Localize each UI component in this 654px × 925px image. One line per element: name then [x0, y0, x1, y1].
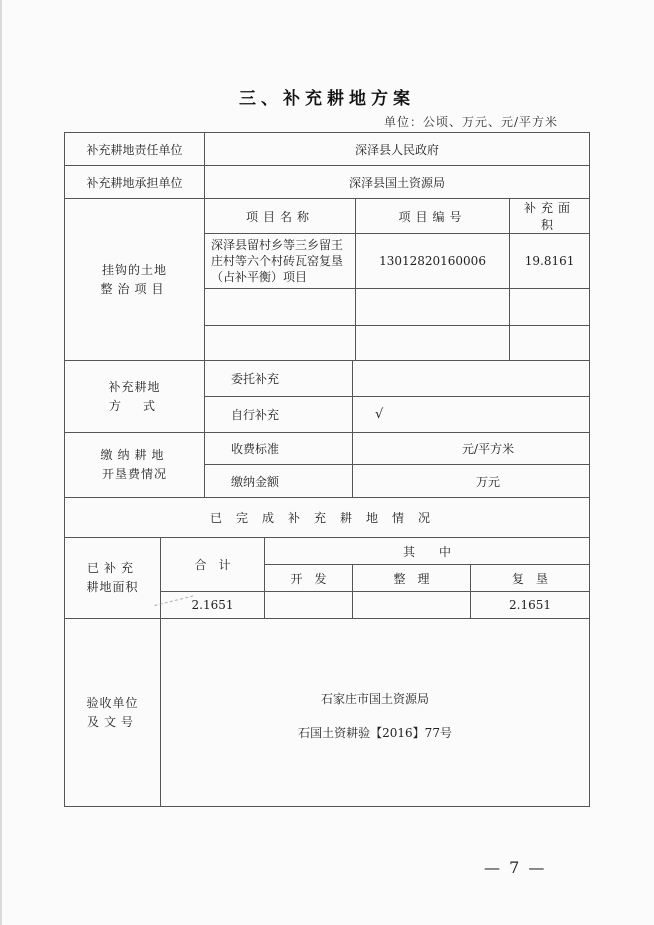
acceptance-unit: 石家庄市国土资源局 [321, 691, 430, 706]
acceptance-info [161, 619, 590, 807]
responsible-unit-label: 补充耕地责任单位 [65, 133, 205, 166]
header-project-name: 项目名称 [205, 199, 356, 234]
project-code: 13012820160006 [356, 234, 510, 289]
entrusted-supplement-value [353, 361, 590, 397]
responsible-unit-value: 深泽县人民政府 [205, 133, 590, 166]
project-code [356, 326, 510, 361]
header-supplement-area: 补充面积 [510, 199, 590, 234]
reclamation-header: 复 垦 [471, 565, 590, 592]
responsible-unit-row [65, 133, 590, 166]
reclamation-value: 2.1651 [471, 592, 590, 619]
acceptance-doc-number: 石国土资耕验【2016】77号 [298, 725, 452, 740]
fee-standard-label: 收费标准 [205, 433, 353, 465]
entrusted-supplement-label: 委托补充 [205, 361, 353, 397]
document-title: 三、补充耕地方案 [239, 89, 415, 109]
unit-note: 单位：公顷、万元、元/平方米 [383, 115, 558, 129]
fee-amount-unit: 万元 [353, 465, 590, 498]
completed-area-label: 已补充 耕地面积 [65, 538, 161, 619]
page-number: — 7 — [484, 858, 547, 877]
acceptance-row [65, 619, 590, 807]
method-label: 补充耕地 方 式 [65, 361, 205, 433]
self-supplement-label: 自行补充 [205, 397, 353, 433]
completed-heading-row [65, 498, 590, 538]
page-edge [0, 0, 2, 925]
total-value: 2.1651 [161, 592, 265, 619]
development-header: 开 发 [265, 565, 353, 592]
project-area [510, 289, 590, 326]
fee-amount-label: 缴纳金额 [205, 465, 353, 498]
undertaking-unit-row [65, 166, 590, 199]
completed-heading: 已完成补充耕地情况 [65, 498, 590, 538]
development-value [265, 592, 353, 619]
acceptance-label: 验收单位 及文号 [65, 619, 161, 807]
project-area [510, 326, 590, 361]
self-supplement-check: √ [353, 397, 590, 433]
method-entrusted-row [65, 361, 590, 397]
fee-label: 缴纳耕地 开垦费情况 [65, 433, 205, 498]
project-name [205, 289, 356, 326]
among-label: 其 中 [265, 538, 590, 565]
undertaking-unit-value: 深泽县国土资源局 [205, 166, 590, 199]
undertaking-unit-label: 补充耕地承担单位 [65, 166, 205, 199]
fee-standard-unit: 元/平方米 [353, 433, 590, 465]
project-code [356, 289, 510, 326]
header-project-code: 项目编号 [356, 199, 510, 234]
project-name [205, 326, 356, 361]
project-name: 深泽县留村乡等三乡留王庄村等六个村砖瓦窑复垦（占补平衡）项目 [205, 234, 356, 289]
project-header-row [65, 199, 590, 234]
total-label: 合 计 [161, 538, 265, 592]
consolidation-value [353, 592, 471, 619]
completed-header-row [65, 538, 590, 565]
linked-projects-label: 挂钩的土地 整治项目 [65, 199, 205, 361]
supplement-plan-table [64, 132, 590, 807]
consolidation-header: 整 理 [353, 565, 471, 592]
fee-standard-row [65, 433, 590, 465]
project-area: 19.8161 [510, 234, 590, 289]
